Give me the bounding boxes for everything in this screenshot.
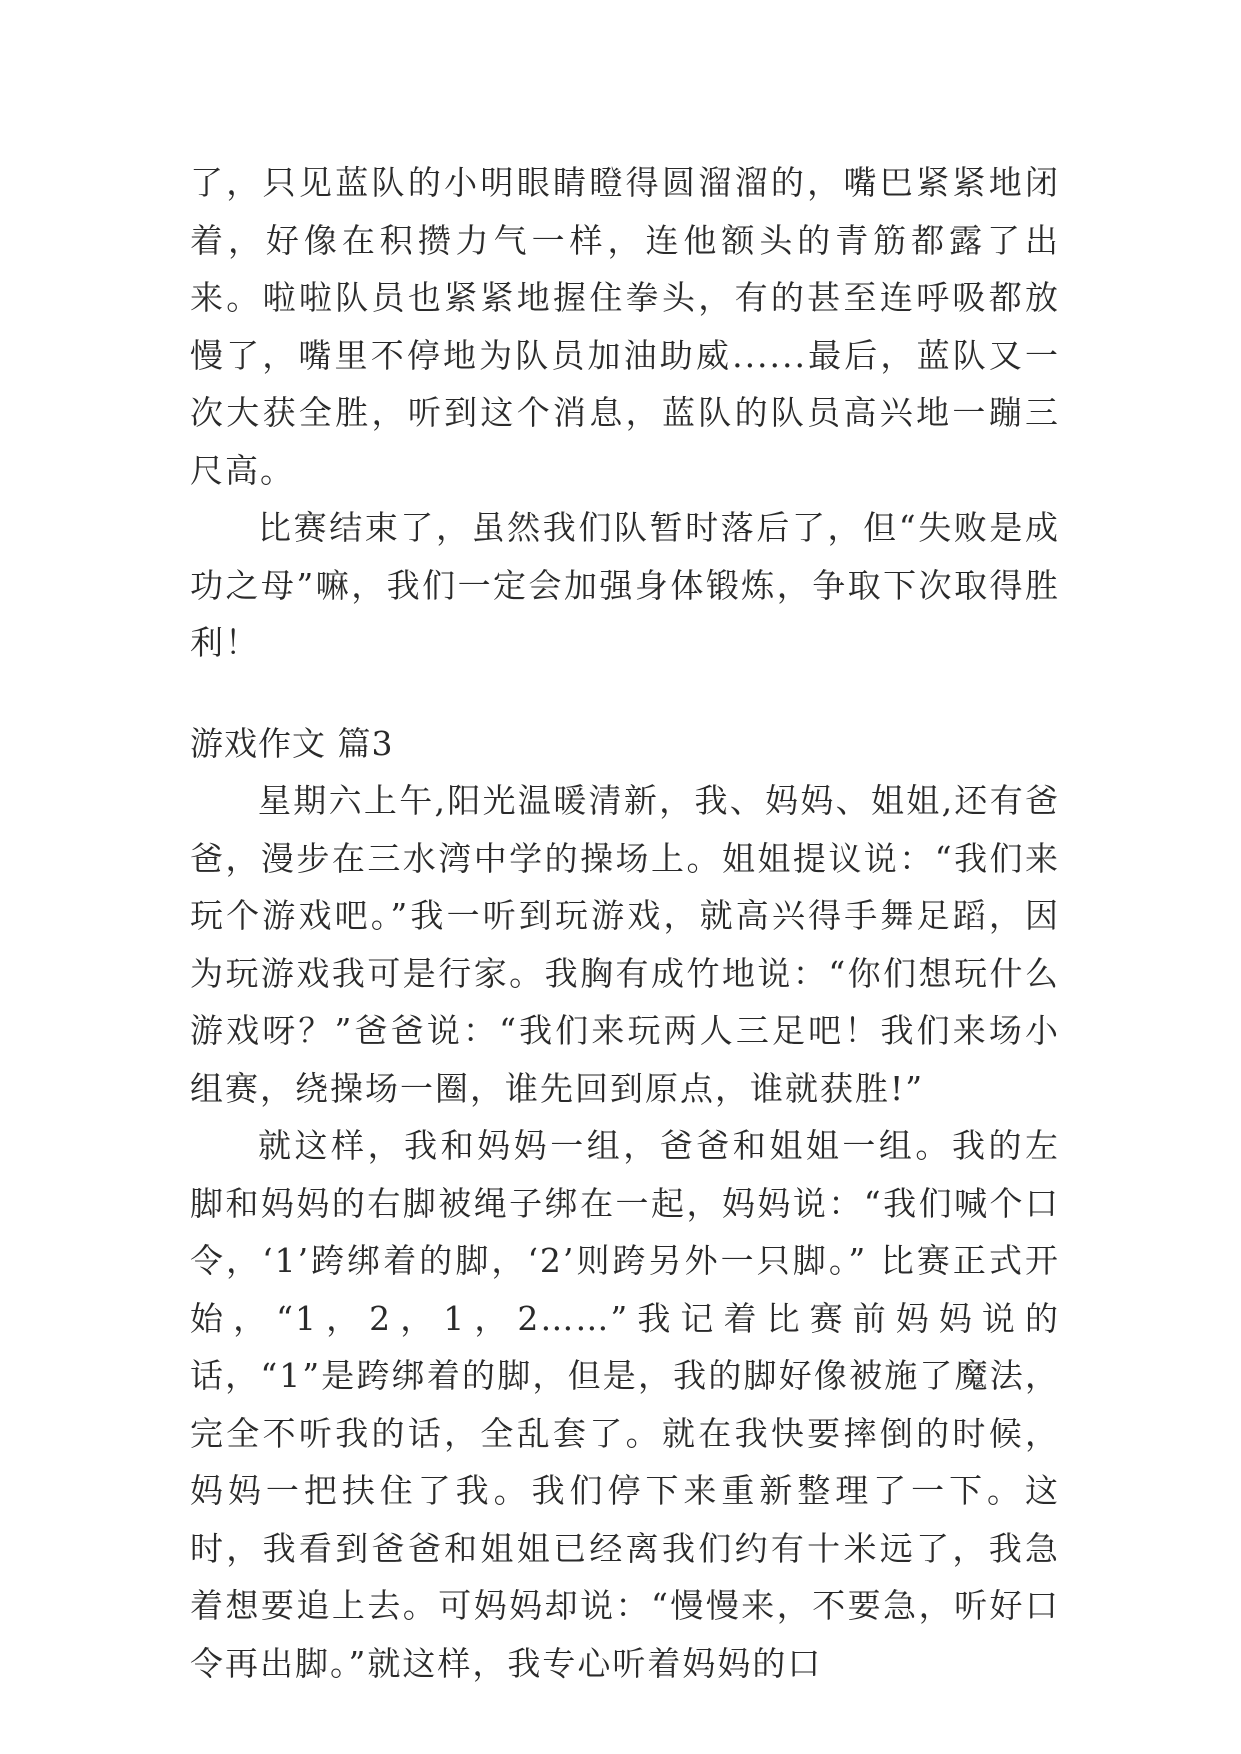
paragraph-match-over: 比赛结束了，虽然我们队暂时落后了，但“失败是成功之母”嘛，我们一定会加强身体锻炼，争取下次取得胜利！ xyxy=(190,508,1060,662)
paragraph-race-ending: 了，只见蓝队的小明眼睛瞪得圆溜溜的，嘴巴紧紧地闭着，好像在积攒力气一样，连他额头的青筋都露了出来。啦啦队员也紧紧地握住拳头，有的甚至连呼吸都放慢了，嘴里不停地为队员加油助威......最后，蓝队又一次大获全胜，听到这个消息，蓝队的队员高兴地一蹦三尺高。 xyxy=(190,163,1060,490)
paragraph-three-legged-race: 就这样，我和妈妈一组，爸爸和姐姐一组。我的左脚和妈妈的右脚被绳子绑在一起，妈妈说：“我们喊个口令，‘1’跨绑着的脚，‘2’则跨另外一只脚。” 比赛正式开始，“1，2，1，2……”我记着比赛前妈妈说的话，“1”是跨绑着的脚，但是，我的脚好像被施了魔法，完全不听我的话，全乱套了。就在我快要摔倒的时候，妈妈一把扶住了我。我们停下来重新整理了一下。这时，我看到爸爸和姐姐已经离我们约有十米远了，我急着想要追上去。可妈妈却说：“慢慢来，不要急，听好口令再出脚。”就这样，我专心听着妈妈的口 xyxy=(190,1126,1060,1683)
essay-heading: 游戏作文 篇3 xyxy=(190,723,394,763)
document-body xyxy=(190,154,1060,1692)
paragraph-saturday-game: 星期六上午,阳光温暖清新，我、妈妈、姐姐,还有爸爸，漫步在三水湾中学的操场上。姐姐提议说：“我们来玩个游戏吧。”我一听到玩游戏，就高兴得手舞足蹈，因为玩游戏我可是行家。我胸有成竹地说：“你们想玩什么游戏呀？”爸爸说：“我们来玩两人三足吧！我们来场小组赛，绕操场一圈，谁先回到原点，谁就获胜!” xyxy=(190,781,1060,1108)
